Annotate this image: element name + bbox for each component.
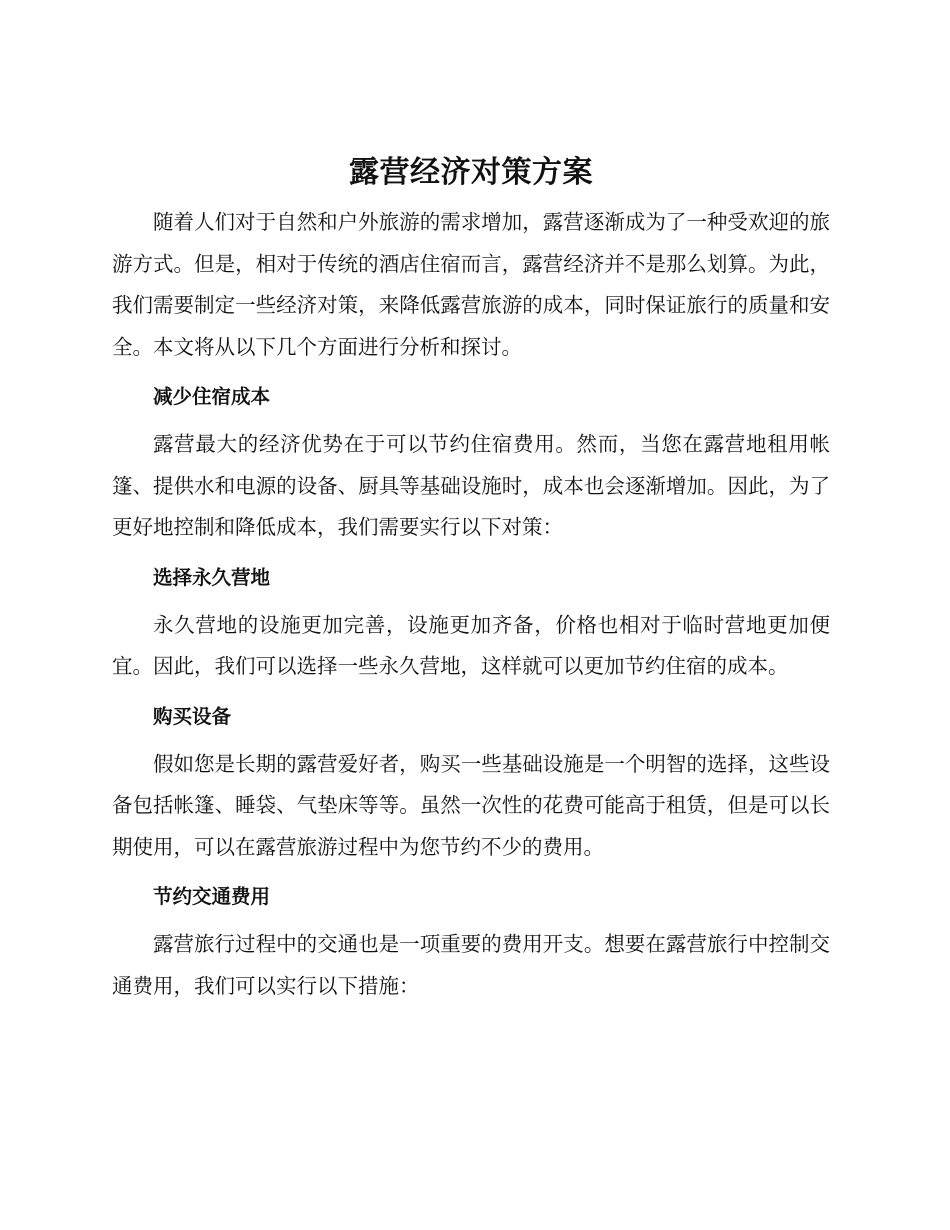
intro-paragraph: 随着人们对于自然和户外旅游的需求增加，露营逐渐成为了一种受欢迎的旅游方式。但是，相对于传统的酒店住宿而言，露营经济并不是那么划算。为此，我们需要制定一些经济对策，来降低露营旅游的成本，同时保证旅行的质量和安全。本文将从以下几个方面进行分析和探讨。 xyxy=(112,210,830,359)
section-heading-buy-equipment: 购买设备 xyxy=(152,704,231,728)
section-heading-save-transport-cost: 节约交通费用 xyxy=(152,885,270,908)
section-body-buy-equipment: 假如您是长期的露营爱好者，购买一些基础设施是一个明智的选择，这些设备包括帐篷、睡袋、气垫床等等。虽然一次性的花费可能高于租赁，但是可以长期使用，可以在露营旅游过程中为您节约不少的费用。 xyxy=(112,751,830,859)
section-heading-reduce-lodging-cost: 减少住宿成本 xyxy=(152,385,270,408)
document-body xyxy=(112,150,830,1007)
section-body-reduce-lodging-cost: 露营最大的经济优势在于可以节约住宿费用。然而，当您在露营地租用帐篷、提供水和电源的设备、厨具等基础设施时，成本也会逐渐增加。因此，为了更好地控制和降低成本，我们需要实行以下对策： xyxy=(112,432,830,539)
section-body-save-transport-cost: 露营旅行过程中的交通也是一项重要的费用开支。想要在露营旅行中控制交通费用，我们可以实行以下措施： xyxy=(112,932,830,998)
section-heading-permanent-campsite: 选择永久营地 xyxy=(152,565,270,589)
document-title: 露营经济对策方案 xyxy=(349,155,593,190)
section-body-permanent-campsite: 永久营地的设施更加完善，设施更加齐备，价格也相对于临时营地更加便宜。因此，我们可以选择一些永久营地，这样就可以更加节约住宿的成本。 xyxy=(112,612,830,678)
